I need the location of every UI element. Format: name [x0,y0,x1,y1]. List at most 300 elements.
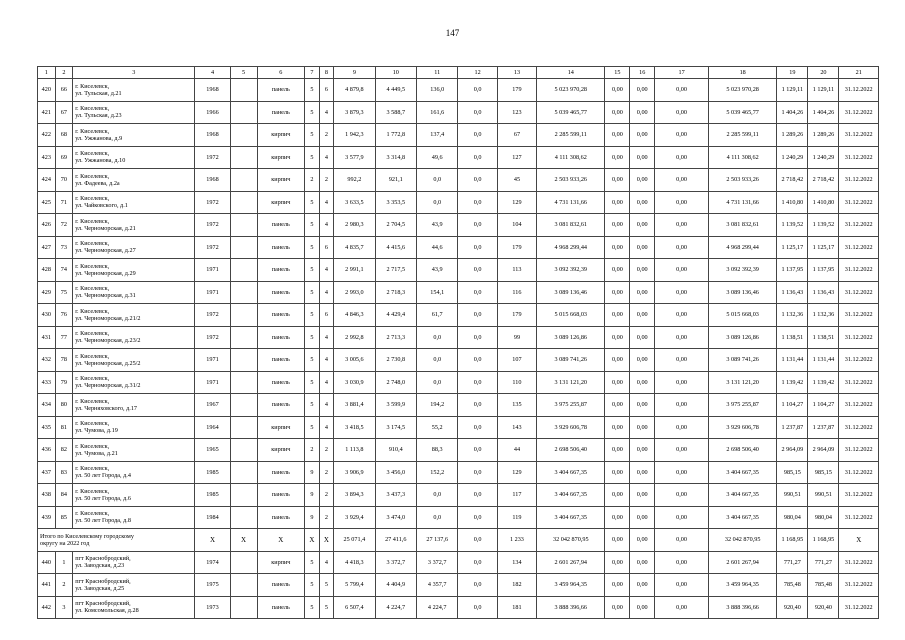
table-row [38,371,879,394]
table-row [38,259,879,282]
cell-c5 [230,416,257,439]
cell-res: 45 [497,169,536,192]
cell-year: 1968 [195,169,230,192]
cell-z1: 0,00 [605,461,630,484]
cell-n: 420 [38,79,56,102]
cell-res: 107 [497,349,536,372]
address-street: ул. Черноморская, д.25/2 [75,359,141,367]
cell-date: 31.12.2022 [839,281,879,304]
cell-n: 422 [38,124,56,147]
cell-tot: 4 968 299,44 [708,236,776,259]
column-header: 19 [777,67,808,79]
cell-en: 6 [319,79,334,102]
cell-z1: 0,00 [605,259,630,282]
address-city: пгт Краснобродский, [75,555,131,563]
cell-cost: 5 015 668,03 [537,304,605,327]
address-street: ул. Фадеева, д.2а [75,179,120,187]
cell-z1: 0,00 [605,236,630,259]
cell-n: 431 [38,326,56,349]
total-label-line: Итого по Киселевскому городскому [40,532,134,540]
cell-a2: 2 748,0 [375,371,416,394]
address-street: ул. Ужжанова, д.10 [75,157,126,165]
cell-z3: 0,00 [655,124,709,147]
cell-year: 1971 [195,371,230,394]
cell-c5 [230,304,257,327]
cell-u1: 1 237,87 [777,416,808,439]
cell-z3: 0,00 [655,416,709,439]
cell-k: 81 [55,416,73,439]
address-street: ул. Черноморская, д.27 [75,247,136,255]
address-city: г. Киселевск, [75,105,110,113]
cell-a3: 43,9 [417,259,458,282]
cell-n: 421 [38,101,56,124]
cell-a1: 4 846,3 [334,304,375,327]
cell-a2: 3 599,9 [375,394,416,417]
cell-a1: 4 879,8 [334,79,375,102]
cell-en: 2 [319,461,334,484]
cell-fl: 5 [305,371,320,394]
cell-u2: 1 240,29 [808,146,839,169]
cell-k: 74 [55,259,73,282]
cell-a3: 0,0 [417,371,458,394]
cell-a1: 3 879,3 [334,101,375,124]
cell-u2: 1 137,95 [808,259,839,282]
cell-u2: 1 289,26 [808,124,839,147]
cell-z2: 0,00 [630,304,655,327]
cell-a1: 1 942,3 [334,124,375,147]
cell-c5 [230,146,257,169]
cell-z3: 0,00 [655,281,709,304]
cell-cost: 3 089 741,26 [537,349,605,372]
table-row [38,461,879,484]
cell-mat: панель [257,349,305,372]
cell-mat: кирпич [257,439,305,462]
cell-a4: 0,0 [458,214,497,237]
cell-c5 [230,79,257,102]
cell-tot: 3 089 126,86 [708,326,776,349]
address-street: ул. Заводская, д.25 [75,584,125,592]
cell-en: 4 [319,214,334,237]
cell-a4: 0,0 [458,574,497,597]
cell-u2: 771,27 [808,551,839,574]
cell-u1: 1 289,26 [777,124,808,147]
cell-n: 436 [38,439,56,462]
cell-z2: 0,00 [630,146,655,169]
cell-u2: 785,48 [808,574,839,597]
cell-res: 127 [497,146,536,169]
address-city: г. Киселевск, [75,150,110,158]
cell-a3: 44,6 [417,236,458,259]
address-street: ул. Черноморская, д.31/2 [75,382,141,390]
cell-c5 [230,214,257,237]
address-street: ул. Ужжанова, д.9 [75,134,123,142]
cell-a2: 2 717,5 [375,259,416,282]
address-cell [73,146,195,169]
table-row [38,146,879,169]
cell-res: 110 [497,371,536,394]
cell-z1: 0,00 [605,484,630,507]
cell-cost: 2 503 933,26 [537,169,605,192]
cell-c5 [230,101,257,124]
cell-z1: 0,00 [605,596,630,619]
cell-en: 4 [319,101,334,124]
cell-k: 70 [55,169,73,192]
cell-date: 31.12.2022 [839,574,879,597]
cell-n: 432 [38,349,56,372]
cell-u1: 1 240,29 [777,146,808,169]
total-label [38,529,195,552]
cell-a4: 0,0 [458,326,497,349]
cell-en: 2 [319,124,334,147]
address-city: пгт Краснобродский, [75,577,131,585]
cell-date: 31.12.2022 [839,191,879,214]
cell-fl: 5 [305,236,320,259]
address-street: ул. Тульская, д.21 [75,89,122,97]
column-header: 3 [73,67,195,79]
column-header: 12 [458,67,497,79]
cell-res: 117 [497,484,536,507]
cell-date: 31.12.2022 [839,124,879,147]
cell-n: 442 [38,596,56,619]
cell-a4: 0,0 [458,169,497,192]
cell-mat: кирпич [257,551,305,574]
cell-a4: 0,0 [458,371,497,394]
cell-u1: 1 104,27 [777,394,808,417]
address-city: г. Киселевск, [75,465,110,473]
cell-a3: 61,7 [417,304,458,327]
cell-cost: 5 039 465,77 [537,101,605,124]
cell-fl: 5 [305,214,320,237]
cell-a4: 0,0 [458,596,497,619]
cell-z1: 0,00 [605,79,630,102]
address-city: г. Киселевск, [75,487,110,495]
total-cell-x1: X [195,529,230,552]
cell-en: 4 [319,371,334,394]
table-row [38,326,879,349]
cell-c5 [230,191,257,214]
cell-k: 3 [55,596,73,619]
cell-n: 430 [38,304,56,327]
cell-z1: 0,00 [605,146,630,169]
cell-n: 427 [38,236,56,259]
cell-tot: 3 404 667,35 [708,461,776,484]
cell-a3: 0,0 [417,349,458,372]
address-cell [73,461,195,484]
cell-c5 [230,484,257,507]
cell-a4: 0,0 [458,236,497,259]
cell-a2: 1 772,8 [375,124,416,147]
cell-c5 [230,371,257,394]
cell-fl: 5 [305,124,320,147]
cell-z1: 0,00 [605,214,630,237]
cell-z3: 0,00 [655,439,709,462]
table-row [38,596,879,619]
cell-year: 1968 [195,79,230,102]
cell-a3: 137,4 [417,124,458,147]
cell-k: 77 [55,326,73,349]
cell-z3: 0,00 [655,214,709,237]
cell-mat: панель [257,214,305,237]
cell-tot: 3 404 667,35 [708,506,776,529]
cell-cost: 3 089 126,86 [537,326,605,349]
address-city: г. Киселевск, [75,285,110,293]
cell-z2: 0,00 [630,214,655,237]
cell-z2: 0,00 [630,124,655,147]
cell-fl: 5 [305,326,320,349]
cell-a2: 3 474,0 [375,506,416,529]
cell-u2: 1 125,17 [808,236,839,259]
cell-year: 1972 [195,214,230,237]
total-cell-z1: 0,00 [605,529,630,552]
table-row [38,574,879,597]
cell-k: 83 [55,461,73,484]
cell-z1: 0,00 [605,506,630,529]
cell-z3: 0,00 [655,349,709,372]
cell-z2: 0,00 [630,191,655,214]
cell-z2: 0,00 [630,461,655,484]
address-street: ул. 50 лет Города, д.4 [75,472,131,480]
cell-cost: 5 023 970,28 [537,79,605,102]
cell-a3: 154,1 [417,281,458,304]
cell-res: 134 [497,551,536,574]
cell-z1: 0,00 [605,304,630,327]
cell-a3: 55,2 [417,416,458,439]
total-cell-x4: X [305,529,320,552]
address-street: ул. 50 лет Города, д.8 [75,517,131,525]
cell-u2: 1 410,80 [808,191,839,214]
cell-date: 31.12.2022 [839,259,879,282]
cell-year: 1967 [195,394,230,417]
cell-z3: 0,00 [655,101,709,124]
cell-z3: 0,00 [655,326,709,349]
cell-a2: 3 588,7 [375,101,416,124]
cell-z2: 0,00 [630,79,655,102]
address-street: ул. Тульская, д.23 [75,112,122,120]
cell-fl: 5 [305,79,320,102]
table-row [38,101,879,124]
address-street: ул. Черноморская, д.21 [75,224,136,232]
address-cell [73,596,195,619]
cell-z1: 0,00 [605,439,630,462]
cell-k: 71 [55,191,73,214]
cell-a4: 0,0 [458,101,497,124]
address-cell [73,101,195,124]
cell-year: 1971 [195,349,230,372]
cell-n: 429 [38,281,56,304]
cell-a4: 0,0 [458,439,497,462]
cell-a2: 4 404,9 [375,574,416,597]
column-header: 21 [839,67,879,79]
cell-z2: 0,00 [630,349,655,372]
cell-a3: 194,2 [417,394,458,417]
cell-a4: 0,0 [458,281,497,304]
cell-a1: 5 799,4 [334,574,375,597]
address-cell [73,551,195,574]
table-row [38,394,879,417]
cell-k: 78 [55,349,73,372]
cell-a1: 6 507,4 [334,596,375,619]
cell-k: 75 [55,281,73,304]
cell-z3: 0,00 [655,574,709,597]
address-cell [73,281,195,304]
cell-a2: 2 730,8 [375,349,416,372]
cell-a1: 1 113,8 [334,439,375,462]
cell-a1: 3 906,9 [334,461,375,484]
address-city: г. Киселевск, [75,375,110,383]
cell-en: 4 [319,191,334,214]
cell-date: 31.12.2022 [839,596,879,619]
cell-year: 1974 [195,551,230,574]
cell-u2: 1 139,52 [808,214,839,237]
cell-n: 428 [38,259,56,282]
cell-mat: кирпич [257,169,305,192]
address-street: ул. Чайковского, д.1 [75,202,128,210]
cell-z1: 0,00 [605,326,630,349]
cell-u2: 2 718,42 [808,169,839,192]
cell-res: 119 [497,506,536,529]
cell-mat: панель [257,236,305,259]
cell-tot: 3 929 606,78 [708,416,776,439]
cell-c5 [230,596,257,619]
table-row [38,551,879,574]
column-header: 7 [305,67,320,79]
address-cell [73,124,195,147]
cell-a3: 0,0 [417,169,458,192]
address-city: г. Киселевск, [75,240,110,248]
cell-mat: панель [257,394,305,417]
column-header: 10 [375,67,416,79]
cell-n: 433 [38,371,56,394]
cell-tot: 4 731 131,66 [708,191,776,214]
cell-u1: 1 139,42 [777,371,808,394]
address-cell [73,214,195,237]
cell-a2: 3 353,5 [375,191,416,214]
cell-res: 143 [497,416,536,439]
cell-mat: панель [257,371,305,394]
cell-a2: 910,4 [375,439,416,462]
address-street: ул. Черноморская, д.31 [75,292,136,300]
cell-z3: 0,00 [655,461,709,484]
cell-fl: 5 [305,416,320,439]
cell-mat: панель [257,484,305,507]
cell-u2: 1 132,36 [808,304,839,327]
cell-fl: 5 [305,304,320,327]
cell-mat: панель [257,259,305,282]
total-cell-tot: 32 042 870,95 [708,529,776,552]
cell-year: 1975 [195,574,230,597]
cell-a2: 3 174,5 [375,416,416,439]
cell-z1: 0,00 [605,124,630,147]
cell-cost: 2 698 506,40 [537,439,605,462]
cell-a4: 0,0 [458,259,497,282]
cell-a1: 4 835,7 [334,236,375,259]
cell-date: 31.12.2022 [839,461,879,484]
cell-date: 31.12.2022 [839,371,879,394]
address-street: ул. Чумова, д.21 [75,449,118,457]
address-city: пгт Краснобродский, [75,600,131,608]
cell-z1: 0,00 [605,394,630,417]
cell-k: 72 [55,214,73,237]
cell-u1: 1 404,26 [777,101,808,124]
address-cell [73,506,195,529]
address-cell [73,191,195,214]
cell-a1: 2 992,8 [334,326,375,349]
cell-tot: 3 888 396,66 [708,596,776,619]
cell-z2: 0,00 [630,281,655,304]
housing-table [37,66,879,619]
column-header: 17 [655,67,709,79]
cell-z2: 0,00 [630,551,655,574]
column-header: 2 [55,67,73,79]
cell-tot: 3 089 136,46 [708,281,776,304]
table-row [38,349,879,372]
address-city: г. Киселевск, [75,307,110,315]
cell-u1: 785,48 [777,574,808,597]
cell-a4: 0,0 [458,349,497,372]
cell-z3: 0,00 [655,259,709,282]
address-city: г. Киселевск, [75,510,110,518]
cell-year: 1972 [195,326,230,349]
address-street: ул. 50 лет Города, д.6 [75,494,131,502]
table-row [38,124,879,147]
address-cell [73,259,195,282]
cell-tot: 5 023 970,28 [708,79,776,102]
total-row [38,529,879,552]
cell-n: 435 [38,416,56,439]
table-row [38,169,879,192]
cell-year: 1972 [195,304,230,327]
cell-en: 2 [319,506,334,529]
cell-tot: 2 285 599,11 [708,124,776,147]
total-cell-x2: X [230,529,257,552]
total-cell-x5: X [319,529,334,552]
cell-a3: 152,2 [417,461,458,484]
column-header: 9 [334,67,375,79]
cell-n: 439 [38,506,56,529]
cell-a2: 4 429,4 [375,304,416,327]
column-header: 18 [708,67,776,79]
cell-a1: 4 418,3 [334,551,375,574]
cell-cost: 3 092 392,39 [537,259,605,282]
cell-cost: 3 459 964,35 [537,574,605,597]
cell-a2: 3 314,8 [375,146,416,169]
cell-a3: 136,0 [417,79,458,102]
cell-fl: 5 [305,349,320,372]
address-city: г. Киселевск, [75,420,110,428]
cell-z1: 0,00 [605,349,630,372]
cell-k: 69 [55,146,73,169]
header-row [38,67,879,79]
cell-a4: 0,0 [458,146,497,169]
cell-res: 179 [497,236,536,259]
cell-z1: 0,00 [605,191,630,214]
cell-cost: 3 975 255,87 [537,394,605,417]
cell-c5 [230,574,257,597]
cell-u1: 1 137,95 [777,259,808,282]
cell-a1: 3 005,6 [334,349,375,372]
cell-cost: 3 081 832,61 [537,214,605,237]
address-cell [73,439,195,462]
cell-u1: 1 410,80 [777,191,808,214]
cell-a3: 4 357,7 [417,574,458,597]
cell-c5 [230,506,257,529]
cell-en: 2 [319,439,334,462]
cell-u1: 1 125,17 [777,236,808,259]
cell-n: 434 [38,394,56,417]
total-cell-date: X [839,529,879,552]
total-cell-cost: 32 042 870,95 [537,529,605,552]
cell-mat: панель [257,574,305,597]
